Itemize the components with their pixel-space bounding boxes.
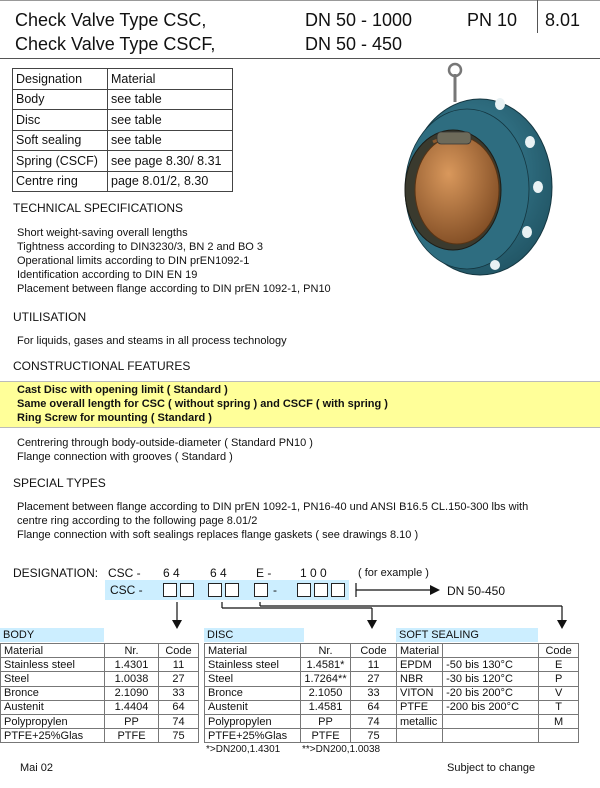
table-cell: 27 — [159, 672, 199, 686]
table-cell: Austenit — [205, 700, 301, 714]
utilisation-heading: UTILISATION — [13, 310, 87, 324]
designation-value-cell: Material — [108, 69, 233, 90]
table-header-row — [397, 644, 579, 658]
table-row — [1, 729, 199, 743]
table-cell — [539, 729, 579, 743]
special-line: centre ring according to the following page 8.01/2 — [17, 515, 258, 527]
table-cell: 2.1050 — [301, 686, 351, 700]
designation-row — [13, 110, 233, 131]
table-row — [397, 658, 579, 672]
table-cell: Polypropylen — [1, 714, 105, 728]
table-cell — [443, 714, 539, 728]
table-cell: 64 — [159, 700, 199, 714]
technical-line: Short weight-saving overall lengths — [17, 227, 188, 239]
table-header-cell: Code — [159, 644, 199, 658]
table-cell: 1.0038 — [105, 672, 159, 686]
check-valve-illustration — [375, 62, 560, 277]
table-row — [205, 686, 397, 700]
table-cell: PP — [105, 714, 159, 728]
table-row — [205, 672, 397, 686]
table-header-cell: Code — [351, 644, 397, 658]
table-row — [1, 700, 199, 714]
designation-label-cell: Designation — [13, 69, 108, 90]
designation-value-cell: page 8.01/2, 8.30 — [108, 171, 233, 192]
footer-date: Mai 02 — [20, 762, 54, 774]
feature-highlight: Cast Disc with opening limit ( Standard ) — [17, 384, 228, 396]
table-cell: PTFE — [397, 700, 443, 714]
designation-label-cell: Spring (CSCF) — [13, 151, 108, 172]
page-number: 8.01 — [545, 10, 581, 30]
designation-body-code: 6 4 — [163, 566, 180, 580]
table-cell — [397, 729, 443, 743]
table-cell: Austenit — [1, 700, 105, 714]
table-cell: NBR — [397, 672, 443, 686]
constructional-heading: CONSTRUCTIONAL FEATURES — [13, 359, 191, 373]
designation-csc: CSC - — [108, 566, 141, 580]
designation-sealing-code: E - — [256, 566, 272, 580]
designation-value-cell: see table — [108, 89, 233, 110]
table-row — [397, 714, 579, 728]
technical-line: Identification according to DIN EN 19 — [17, 269, 198, 281]
designation-row — [13, 171, 233, 192]
table-row — [397, 672, 579, 686]
table-row — [1, 658, 199, 672]
table-cell: PP — [301, 714, 351, 728]
designation-row — [13, 69, 233, 90]
designation-dn-code: 1 0 0 — [300, 566, 327, 580]
table-row — [397, 700, 579, 714]
table-header-cell: Material — [397, 644, 443, 658]
table-cell: 2.1090 — [105, 686, 159, 700]
title-line-2: Check Valve Type CSCF, — [15, 34, 216, 54]
dn-range-1: DN 50 - 1000 — [305, 10, 413, 30]
designation-row — [13, 89, 233, 110]
table-cell: 75 — [159, 729, 199, 743]
designation-row — [13, 151, 233, 172]
table-cell: PTFE — [105, 729, 159, 743]
table-header-cell — [443, 644, 539, 658]
table-row — [1, 672, 199, 686]
designation-label-cell: Body — [13, 89, 108, 110]
disc-footnote-2: **>DN200,1.0038 — [302, 744, 381, 755]
feature-line: Flange connection with grooves ( Standard ) — [17, 451, 233, 463]
table-cell: Polypropylen — [205, 714, 301, 728]
designation-disc-code: 6 4 — [210, 566, 227, 580]
sealing-table — [396, 643, 579, 743]
table-cell: PTFE+25%Glas — [1, 729, 105, 743]
table-cell: 64 — [351, 700, 397, 714]
table-cell: -30 bis 120°C — [443, 672, 539, 686]
designation-label-cell: Centre ring — [13, 171, 108, 192]
dn-range-label: DN 50-450 — [447, 584, 506, 598]
table-header-cell: Material — [205, 644, 301, 658]
table-cell: 1.7264** — [301, 672, 351, 686]
dn-range-2: DN 50 - 450 — [305, 34, 403, 54]
title-line-1: Check Valve Type CSC, — [15, 10, 207, 30]
disc-footnote-1: *>DN200,1.4301 — [206, 744, 281, 755]
designation-table — [12, 68, 233, 192]
table-header-row — [205, 644, 397, 658]
table-row — [205, 714, 397, 728]
designation-value-cell: see page 8.30/ 8.31 — [108, 151, 233, 172]
table-cell: T — [539, 700, 579, 714]
designation-value-cell: see table — [108, 110, 233, 131]
table-cell: -50 bis 130°C — [443, 658, 539, 672]
utilisation-text: For liquids, gases and steams in all process technology — [17, 335, 287, 347]
table-row — [205, 729, 397, 743]
table-cell: 75 — [351, 729, 397, 743]
table-cell: -20 bis 200°C — [443, 686, 539, 700]
table-row — [1, 686, 199, 700]
table-cell: 74 — [159, 714, 199, 728]
table-cell: 33 — [159, 686, 199, 700]
table-cell: V — [539, 686, 579, 700]
table-header-cell: Nr. — [301, 644, 351, 658]
feature-highlight: Ring Screw for mounting ( Standard ) — [17, 412, 212, 424]
designation-row — [13, 130, 233, 151]
table-header-row — [1, 644, 199, 658]
table-cell: Steel — [205, 672, 301, 686]
table-cell: P — [539, 672, 579, 686]
disc-table-title: DISC — [207, 629, 234, 641]
table-cell: Steel — [1, 672, 105, 686]
table-cell: PTFE — [301, 729, 351, 743]
sealing-table-title: SOFT SEALING — [399, 629, 479, 641]
table-cell: 74 — [351, 714, 397, 728]
feature-line: Centrering through body-outside-diameter ( Standard PN10 ) — [17, 437, 313, 449]
table-cell: M — [539, 714, 579, 728]
code-arrows — [0, 575, 600, 635]
designation-example: ( for example ) — [358, 567, 429, 579]
table-cell: Bronce — [205, 686, 301, 700]
table-cell: Stainless steel — [205, 658, 301, 672]
special-heading: SPECIAL TYPES — [13, 476, 106, 490]
table-header-cell: Nr. — [105, 644, 159, 658]
table-cell: 11 — [351, 658, 397, 672]
disc-table — [204, 643, 397, 743]
table-cell: 11 — [159, 658, 199, 672]
technical-heading: TECHNICAL SPECIFICATIONS — [13, 201, 184, 215]
table-header-cell: Material — [1, 644, 105, 658]
feature-highlight: Same overall length for CSC ( without spring ) and CSCF ( with spring ) — [17, 398, 388, 410]
table-cell — [443, 729, 539, 743]
table-cell: PTFE+25%Glas — [205, 729, 301, 743]
body-table-title: BODY — [3, 629, 35, 641]
designation-csc-template: CSC - — [110, 583, 143, 597]
table-cell: Stainless steel — [1, 658, 105, 672]
designation-label: DESIGNATION: — [13, 566, 99, 580]
table-cell: VITON — [397, 686, 443, 700]
table-cell: E — [539, 658, 579, 672]
table-cell: -200 bis 200°C — [443, 700, 539, 714]
table-cell: 27 — [351, 672, 397, 686]
table-row — [397, 686, 579, 700]
table-cell: Bronce — [1, 686, 105, 700]
technical-line: Placement between flange according to DIN prEN 1092-1, PN10 — [17, 283, 331, 295]
table-row — [397, 729, 579, 743]
table-cell: 1.4404 — [105, 700, 159, 714]
designation-label-cell: Disc — [13, 110, 108, 131]
technical-line: Operational limits according to DIN prEN1092-1 — [17, 255, 250, 267]
technical-line: Tightness according to DIN3230/3, BN 2 and BO 3 — [17, 241, 264, 253]
designation-label-cell: Soft sealing — [13, 130, 108, 151]
footer-note: Subject to change — [447, 762, 536, 774]
special-line: Flange connection with soft sealings replaces flange gaskets ( see drawings 8.10 ) — [17, 529, 419, 541]
code-dash: - — [273, 583, 277, 597]
designation-value-cell: see table — [108, 130, 233, 151]
table-cell: 33 — [351, 686, 397, 700]
table-cell: 1.4581 — [301, 700, 351, 714]
table-row — [205, 700, 397, 714]
special-line: Placement between flange according to DIN prEN 1092-1, PN16-40 und ANSI B16.5 CL.150-300 lbs with — [17, 501, 529, 513]
table-row — [205, 658, 397, 672]
table-cell: 1.4301 — [105, 658, 159, 672]
table-cell: EPDM — [397, 658, 443, 672]
table-header-cell: Code — [539, 644, 579, 658]
table-row — [1, 714, 199, 728]
pn-rating: PN 10 — [467, 10, 518, 30]
body-table — [0, 643, 199, 743]
table-cell: 1.4581* — [301, 658, 351, 672]
table-cell: metallic — [397, 714, 443, 728]
